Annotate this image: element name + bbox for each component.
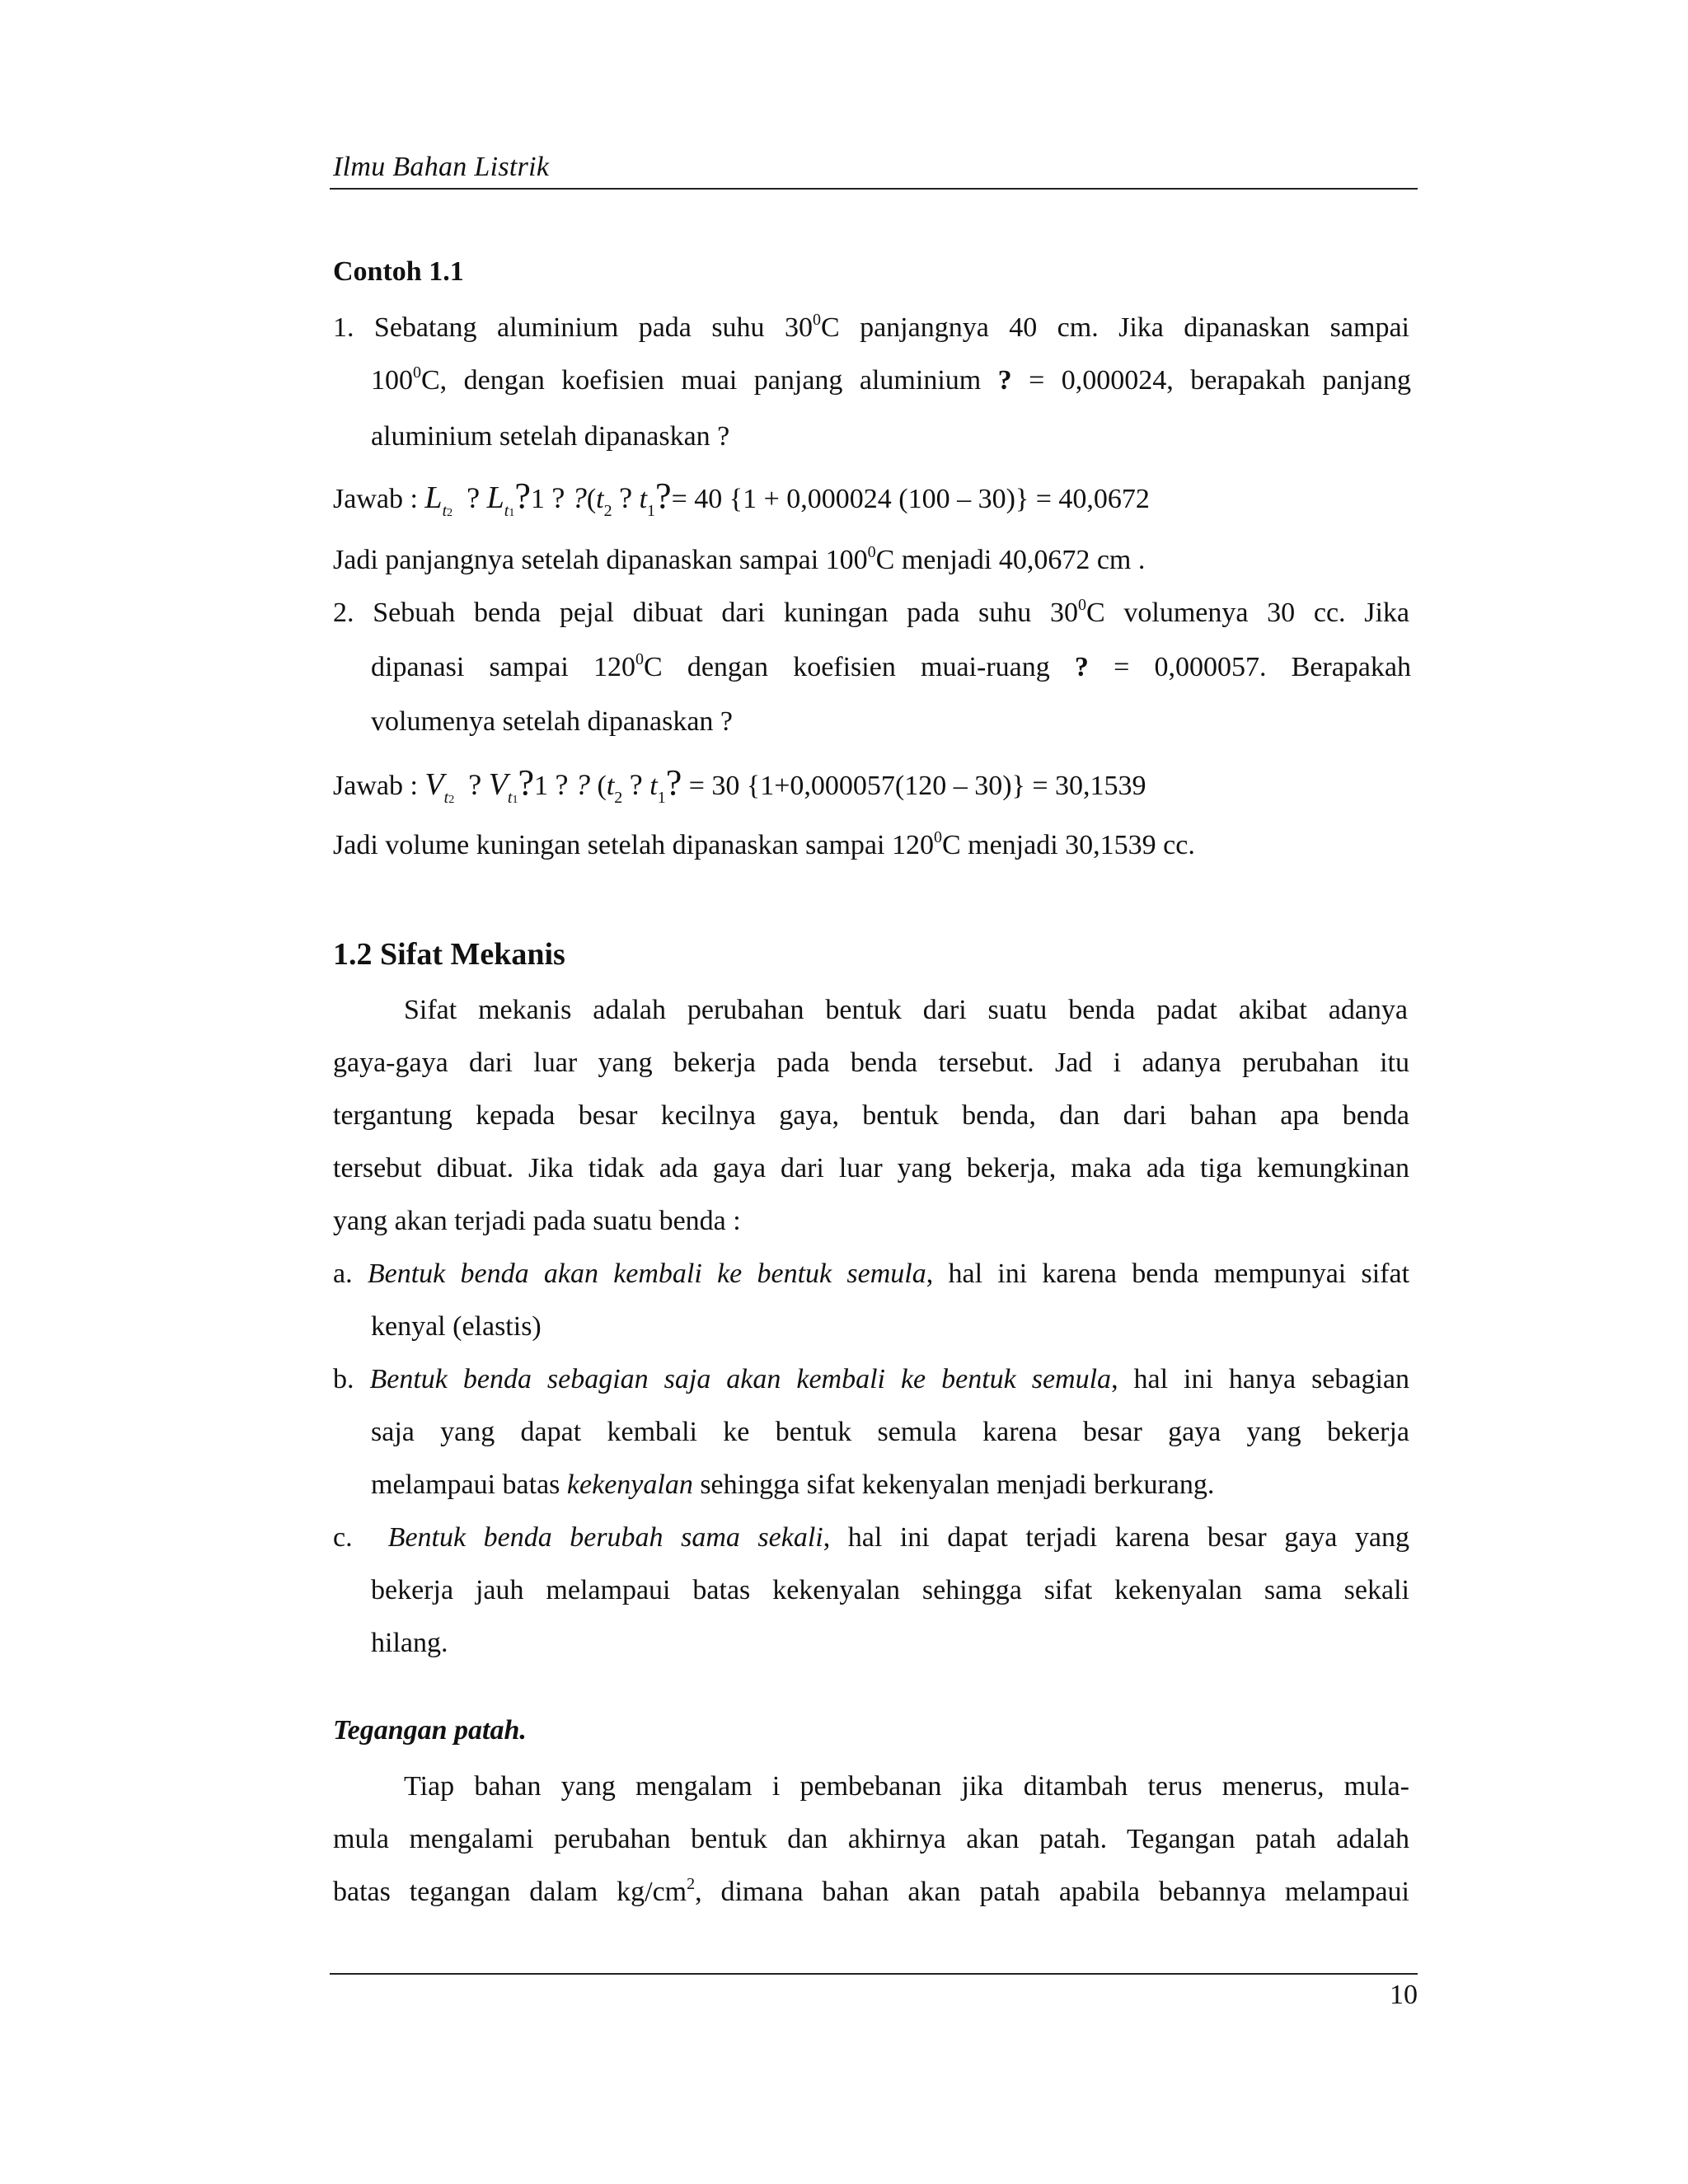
q1-line-1: 1. Sebatang aluminium pada suhu $30^0C$ panjangnya 40 cm. Jika dipanaskan sampai <box>333 312 1409 343</box>
q2-line-2: dipanasi sampai $120^0C$ dengan koefisien muai-ruang ? = 0,000057. Berapakah <box>371 651 1411 682</box>
paragraph-line: tersebut dibuat. Jika tidak ada gaya dari luar yang bekerja, maka ada tiga kemungkinan <box>333 1153 1409 1183</box>
list-item-b: b. Bentuk benda sebagian saja akan kembali ke bentuk semula, hal ini hanya sebagian <box>333 1364 1409 1394</box>
q1-line-3: aluminium setelah dipanaskan ? <box>371 421 730 452</box>
q2-line-3: volumenya setelah dipanaskan ? <box>371 706 734 737</box>
running-header: Ilmu Bahan Listrik <box>333 152 550 182</box>
paragraph-line: tergantung kepada besar kecilnya gaya, bentuk benda, dan dari bahan apa benda <box>333 1100 1409 1131</box>
subsection-heading: Tegangan patah. <box>333 1715 527 1746</box>
q1-line-2: $100^0C$, dengan koefisien muai panjang aluminium ? = 0,000024, berapakah panjang <box>371 364 1411 396</box>
list-item-b-line-2: saja yang dapat kembali ke bentuk semula karena besar gaya yang bekerja <box>371 1417 1409 1447</box>
answer-1-conclusion: Jadi panjangnya setelah dipanaskan sampai $100^0C$ menjadi 40,0672 cm . <box>333 543 1146 575</box>
list-item-a: a. Bentuk benda akan kembali ke bentuk semula, hal ini karena benda mempunyai sifat <box>333 1258 1409 1289</box>
list-item-b-line-3: melampaui batas kekenyalan sehingga sifat kekenyalan menjadi berkurang. <box>371 1469 1215 1500</box>
header-rule <box>330 188 1418 190</box>
q2-line-1: 2. Sebuah benda pejal dibuat dari kuningan pada suhu $30^0C$ volumenya 30 cc. Jika <box>333 597 1409 628</box>
paragraph-line: yang akan terjadi pada suatu benda : <box>333 1206 741 1236</box>
example-heading: Contoh 1.1 <box>333 256 464 287</box>
page-number: 10 <box>1390 1980 1418 2010</box>
subsection-line-2: mula mengalami perubahan bentuk dan akhirnya akan patah. Tegangan patah adalah <box>333 1824 1409 1854</box>
answer-2-formula: Jawab : $V_{t2}$ ? $V_{t1}?1$ ? ? ($t_2$ ? $t_1$? = 30 {1+0,000057(120 – 30)} = 30,1539 <box>333 762 1146 807</box>
subsection-line-3: batas tegangan dalam $kg/cm^2$, dimana bahan akan patah apabila bebannya melampaui <box>333 1876 1409 1907</box>
subsection-line-1: Tiap bahan yang mengalam i pembebanan jika ditambah terus menerus, mula- <box>404 1771 1409 1802</box>
paragraph-line: Sifat mekanis adalah perubahan bentuk dari suatu benda padat akibat adanya <box>404 995 1408 1025</box>
list-item-c-line-2: bekerja jauh melampaui batas kekenyalan sehingga sifat kekenyalan sama sekali <box>371 1575 1409 1605</box>
list-item-a-line-2: kenyal (elastis) <box>371 1311 542 1342</box>
footer-rule <box>330 1973 1418 1975</box>
section-heading: 1.2 Sifat Mekanis <box>333 937 565 972</box>
answer-2-conclusion: Jadi volume kuningan setelah dipanaskan sampai $120^0C$ menjadi 30,1539 cc. <box>333 828 1195 860</box>
list-item-c: c. Bentuk benda berubah sama sekali, hal ini dapat terjadi karena besar gaya yang <box>333 1522 1409 1553</box>
list-item-c-line-3: hilang. <box>371 1628 448 1658</box>
answer-1-formula: Jawab : $L_{t2}$ ? $L_{t1}?1$ ? $?(t_2$ ? $t_1?= 40$ {1 + 0,000024 (100 – 30)} = 40,0672 <box>333 476 1150 520</box>
paragraph-line: gaya-gaya dari luar yang bekerja pada benda tersebut. Jad i adanya perubahan itu <box>333 1047 1409 1078</box>
